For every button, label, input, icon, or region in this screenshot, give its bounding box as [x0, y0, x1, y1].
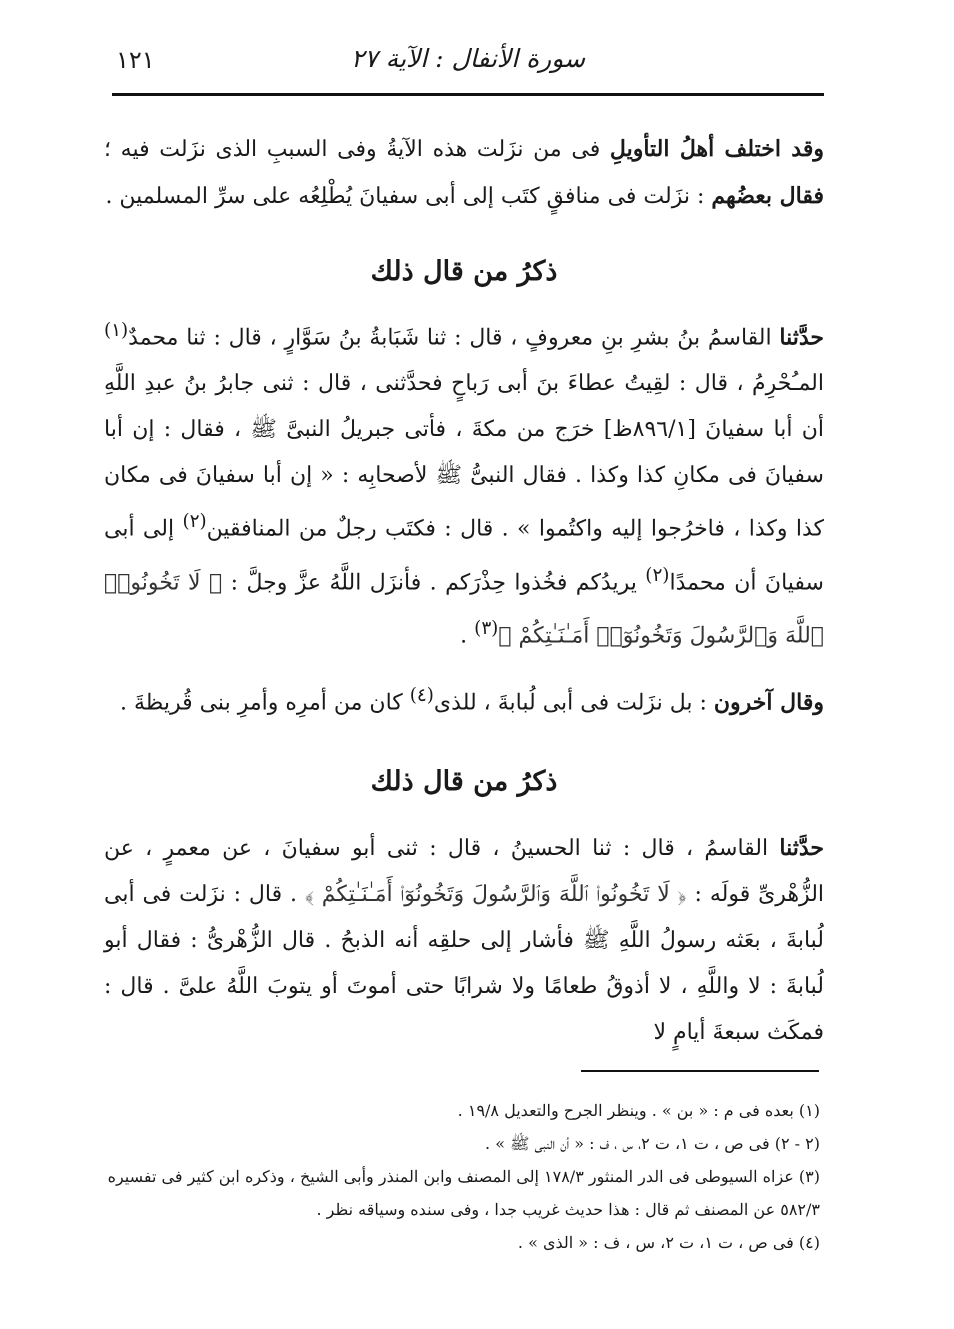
others-text-1: : بل نزَلت فى أبى لُبابةَ ، للذى — [433, 690, 714, 716]
intro-bold-2: فقال بعضُهم — [711, 183, 824, 209]
others-bold: وقال آخرون — [713, 689, 824, 716]
footnotes — [104, 1094, 820, 1259]
main-text — [104, 126, 824, 1056]
intro-text-2: : نزَلت فى منافقٍ كتَب إلى أبى سفيانَ يُطْلِعُه على سرِّ المسلمين . — [105, 184, 712, 209]
hadith-paragraph-1 — [104, 308, 824, 659]
others-paragraph — [104, 673, 824, 726]
header-rule — [112, 93, 824, 96]
quran-verse-1: ﴿ لَا تَخُونُوا۟ ٱللَّهَ وَٱلرَّسُولَ وَتَخُونُوٓا۟ أَمَـٰنَـٰتِكُمْ ﴾ — [104, 569, 824, 649]
footnote-ref-2-close: (٢) — [645, 564, 670, 586]
hadith1-end: . — [460, 623, 475, 649]
intro-bold-1: وقد اختلف أهلُ التأويلِ — [609, 136, 824, 162]
section-heading-1: ذكرُ من قال ذلك — [370, 256, 558, 287]
hadith1-text-3: إلى أبى سفيانَ أن محمدًا — [104, 516, 824, 595]
others-text-2: كان من أمرِه وأمرِ بنى قُريظةَ . — [120, 690, 410, 716]
footnote-ref-4: (٤) — [409, 685, 434, 707]
hadith1-text-4: يريدُكم فخُذوا حِذْرَكم . فأنزَل اللَّهُ عزَّ وجلَّ : — [222, 569, 646, 595]
quran-verse-2: ﴿ لَا تَخُونُوا۟ ٱللَّهَ وَٱلرَّسُولَ وَتَخُونُوٓا۟ أَمَـٰنَـٰتِكُمْ ﴾ — [304, 881, 687, 907]
page-number: ١٢١ — [116, 46, 155, 74]
intro-paragraph — [104, 126, 824, 220]
hadith-paragraph-2 — [104, 825, 824, 1056]
footnote-rule — [581, 1070, 819, 1072]
running-header — [112, 44, 824, 84]
hadith1-text-1: القاسمُ بنُ بشرِ بنِ معروفٍ ، قال : ثنا شَبَابةُ بنُ سَوَّارٍ ، قال : ثنا محمدٌ — [128, 325, 780, 351]
footnote-ref-3: (٣) — [474, 617, 499, 639]
footnote-2: (٢ - ٢) فى ص ، ت ١، ت ٢، س ، ف : « أن النبى ﷺ » . — [485, 1134, 820, 1153]
footnote-3: (٣) عزاه السيوطى فى الدر المنثور ١٧٨/٣ إلى المصنف وابن المنذر وأبى الشيخ ، وذكره ابن كثير فى تفسيره ٥٨٢/٣ عن المصنف ثم قال : هذا حديث غريب جدا ، وفى سنده وسياقه نظر . — [107, 1167, 820, 1219]
hadith2-text-2: . قال : نزَلت فى أبى لُبابةَ ، بعَثه رسولُ اللَّهِ ﷺ فأشار إلى حلقِه أنه الذبحُ . قال الزُّهْرىُّ : فقال أبو لُبابةَ : لا واللَّهِ ، لا أذوقُ طعامًا ولا شرابًا حتى أموتَ أو يتوبَ اللَّهُ علىَّ . قال : فمكَث سبعةَ أيامٍ لا — [104, 881, 824, 1045]
intro-text-1: فى من نزَلت هذه الآيةُ وفى السببِ الذى نزَلت فيه ؛ — [104, 137, 610, 162]
hadith2-lead: حدَّثنا — [779, 834, 824, 861]
hadith1-lead: حدَّثنا — [779, 324, 824, 351]
footnote-ref-1: (١) — [104, 320, 129, 341]
footnote-4: (٤) فى ص ، ت ١، ت ٢، س ، ف : « الذى » . — [517, 1233, 820, 1252]
footnote-ref-2-open: (٢) — [182, 511, 207, 533]
surah-title: سورة الأنفال : الآية ٢٧ — [350, 44, 586, 73]
paragraph-gap — [104, 659, 824, 673]
hadith2-text-1: القاسمُ ، قال : ثنا الحسينُ ، قال : ثنى أبو سفيانَ ، عن معمرٍ ، عن الزُّهْرىِّ قولَه : — [104, 835, 825, 907]
hadith1-text-2: المـُحْرِمُ ، قال : لقِيتُ عطاءَ بنَ أبى رَباحٍ فحدَّثنى ، قال : ثنى جابرُ بنُ عبدِ اللَّهِ أن أبا سفيانَ [٨٩٦/١ظ] خرَج من مكةَ ، فأتى جبريلُ النبىَّ ﷺ ، فقال : إن أبا سفيانَ فى مكانِ كذا وكذا . فقال النبىُّ ﷺ لأصحابِه : « إن أبا سفيانَ فى مكان كذا وكذا ، فاخرُجوا إليه واكتُموا » . قال : فكتَب رجلٌ من المنافقين — [104, 371, 824, 542]
footnote-1: (١) بعده فى م : « بن » . وينظر الجرح والتعديل ١٩/٨ . — [457, 1101, 820, 1120]
section-heading-2: ذكرُ من قال ذلك — [370, 765, 558, 797]
